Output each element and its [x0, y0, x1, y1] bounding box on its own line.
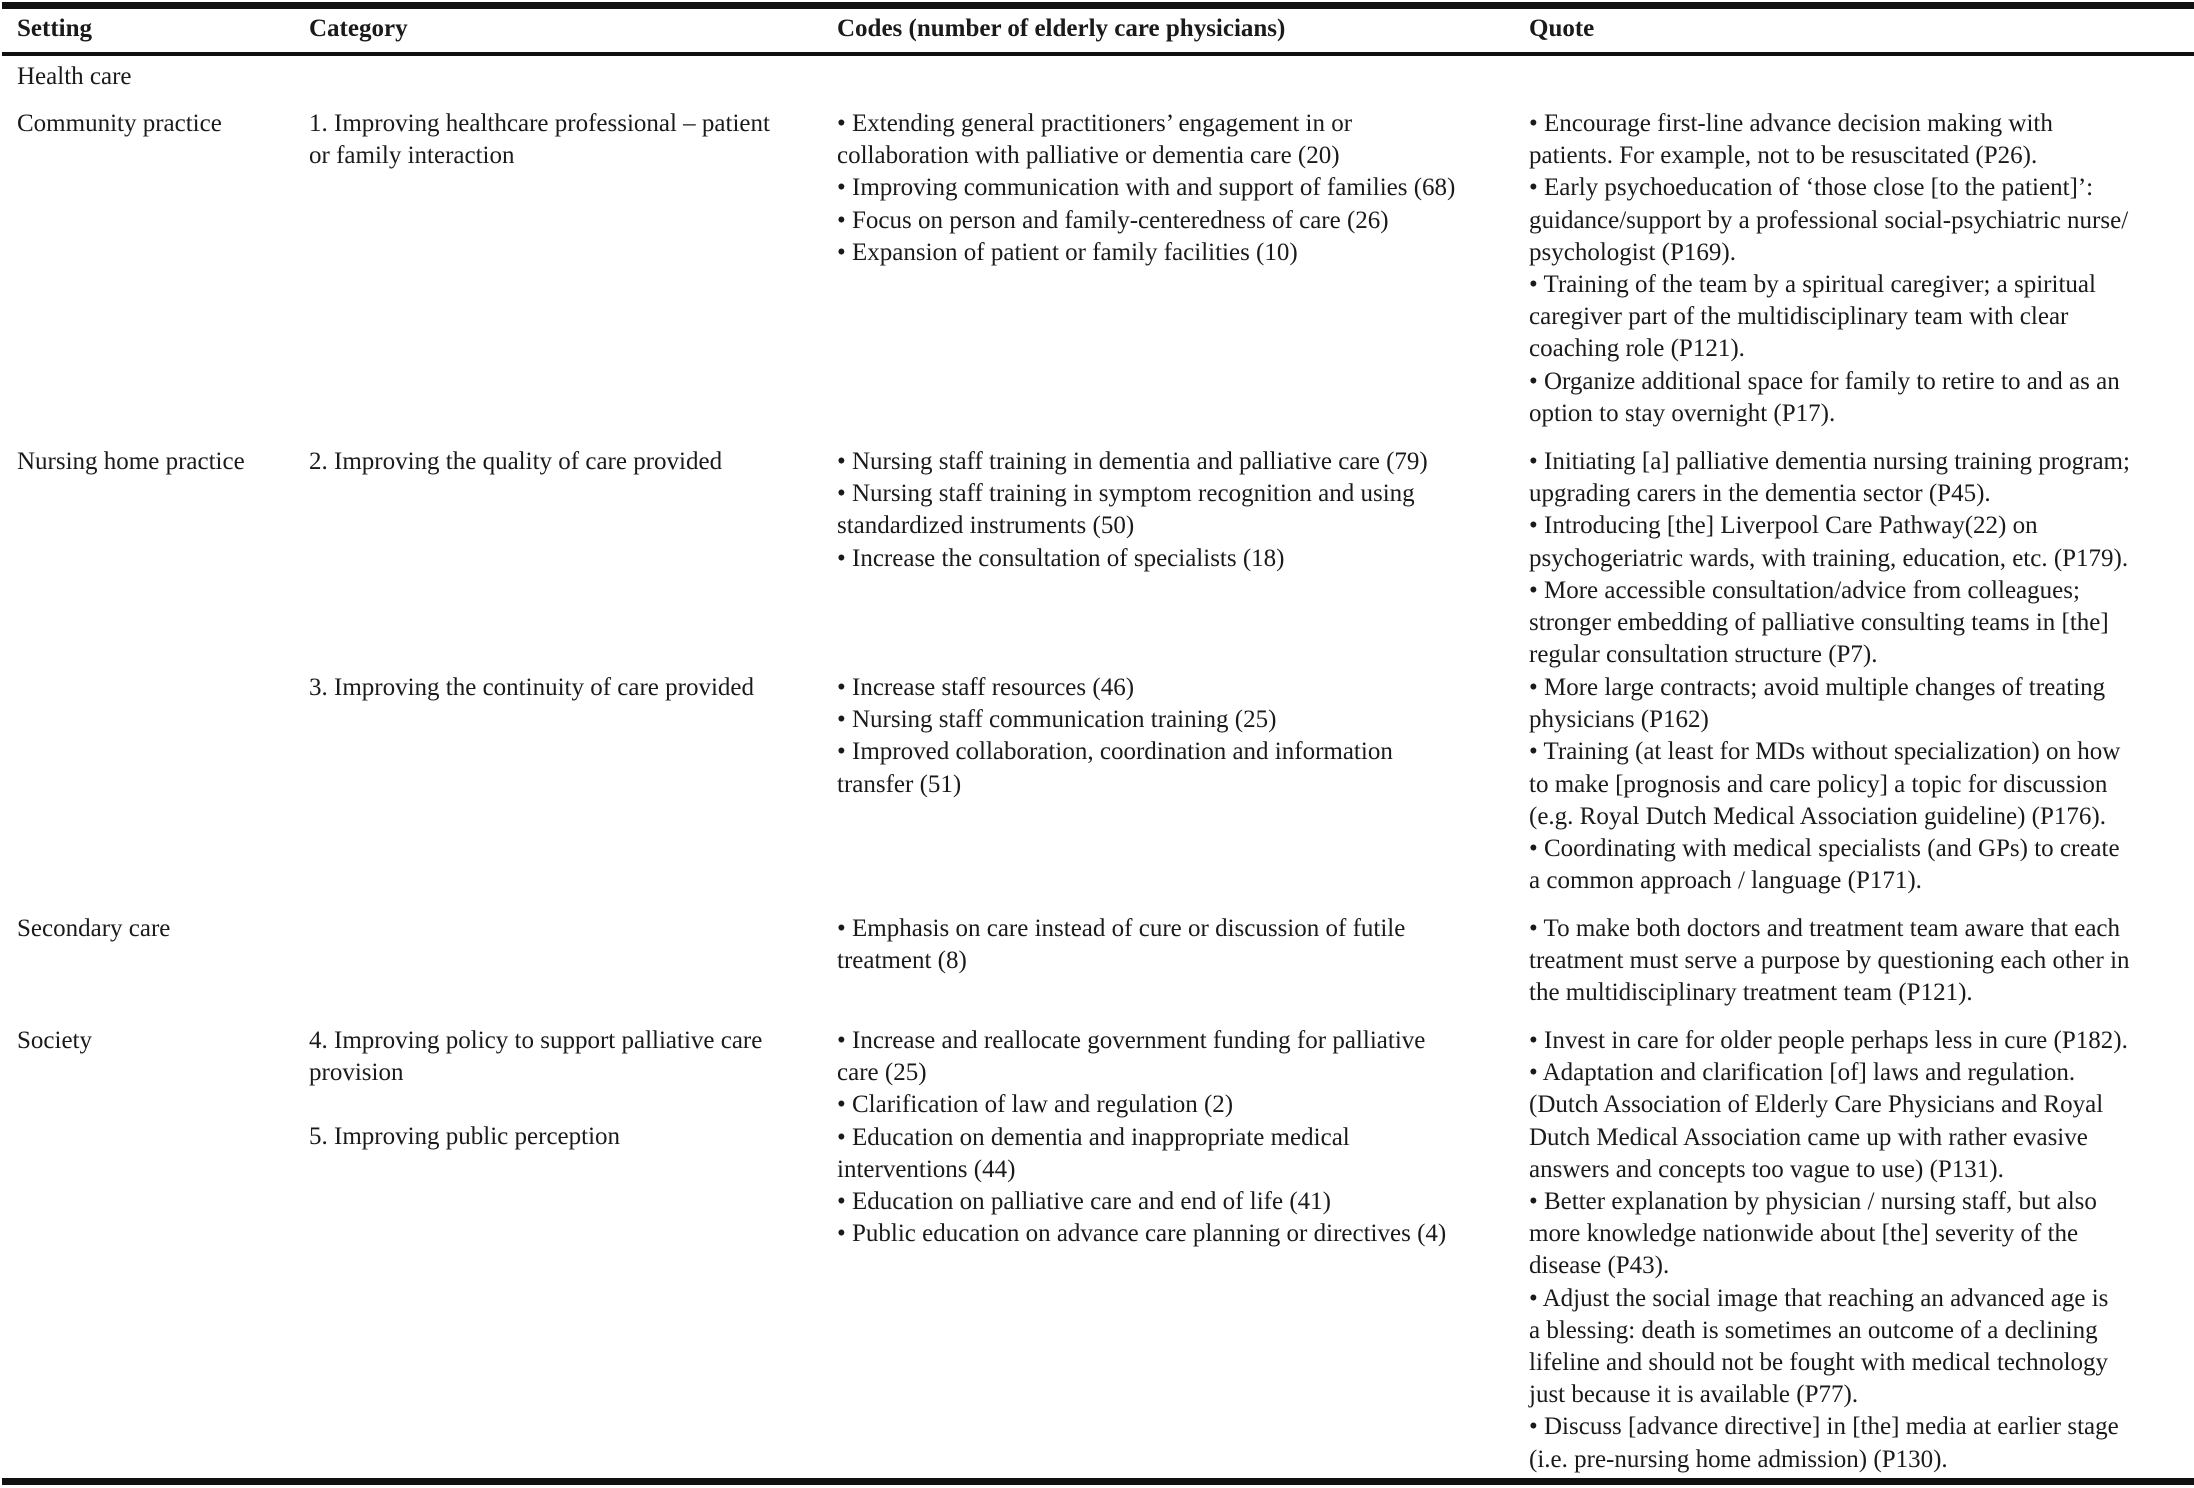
quote-line: psychologist (P169).: [1529, 238, 1736, 266]
codes-line: transfer (51): [837, 770, 962, 798]
header-setting: Setting: [17, 15, 92, 42]
codes-line: • Public education on advance care planning or directives (4): [837, 1220, 1447, 1248]
category-line: 1. Improving healthcare professional – patient: [309, 110, 770, 137]
quote-line: (Dutch Association of Elderly Care Physicians and Royal: [1529, 1091, 2104, 1119]
quote-line: • Training (at least for MDs without specialization) on how: [1529, 738, 2121, 766]
quote-line: • More accessible consultation/advice from colleagues;: [1529, 576, 2080, 604]
setting-secondary-care: Secondary care: [17, 915, 171, 942]
quote-cell: [1529, 1025, 2128, 1476]
codes-line: collaboration with palliative or dementia care (20): [837, 142, 1340, 170]
quote-line: • Coordinating with medical specialists (and GPs) to create: [1529, 835, 2120, 863]
quote-line: stronger embedding of palliative consulting teams in [the]: [1529, 609, 2109, 637]
codes-line: • Improving communication with and support of families (68): [837, 174, 1456, 202]
codes-line: interventions (44): [837, 1155, 1016, 1183]
quote-cell: [1529, 672, 2120, 897]
category-line: or family interaction: [309, 142, 515, 170]
codes-line: • Nursing staff training in symptom recognition and using: [837, 480, 1415, 508]
quote-line: option to stay overnight (P17).: [1529, 399, 1836, 427]
quote-line: coaching role (P121).: [1529, 335, 1745, 363]
quote-line: • Invest in care for older people perhaps less in cure (P182).: [1529, 1027, 2128, 1054]
category-line: 4. Improving policy to support palliative care: [309, 1027, 763, 1054]
quote-line: (i.e. pre-nursing home admission) (P130).: [1529, 1445, 1948, 1473]
codes-line: • Education on palliative care and end of life (41): [837, 1188, 1331, 1216]
quote-line: physicians (P162): [1529, 706, 1709, 734]
quote-line: psychogeriatric wards, with training, education, etc. (P179).: [1529, 544, 2129, 572]
quote-line: • Better explanation by physician / nursing staff, but also: [1529, 1188, 2097, 1216]
quote-line: • Discuss [advance directive] in [the] media at earlier stage: [1529, 1413, 2119, 1441]
quote-line: • Initiating [a] palliative dementia nursing training program;: [1529, 448, 2130, 475]
quote-line: guidance/support by a professional social-psychiatric nurse/: [1529, 206, 2129, 234]
codes-line: • Expansion of patient or family facilities (10): [837, 238, 1298, 266]
quote-line: regular consultation structure (P7).: [1529, 641, 1878, 669]
category-line: 2. Improving the quality of care provided: [309, 448, 723, 475]
setting-society: Society: [17, 1027, 92, 1054]
category-cell: [309, 672, 754, 704]
quote-line: upgrading carers in the dementia sector (P45).: [1529, 480, 1991, 508]
codes-line: • Clarification of law and regulation (2): [837, 1091, 1234, 1119]
quote-line: Dutch Medical Association came up with rather evasive: [1529, 1123, 2088, 1151]
codes-line: • Increase and reallocate government funding for palliative: [837, 1027, 1426, 1054]
quote-line: disease (P43).: [1529, 1252, 1670, 1280]
codes-cell: [837, 672, 1393, 801]
quote-line: treatment must serve a purpose by questioning each other in: [1529, 947, 2130, 975]
codes-line: treatment (8): [837, 947, 967, 975]
quote-line: • Training of the team by a spiritual caregiver; a spiritual: [1529, 271, 2096, 299]
codes-line: • Nursing staff communication training (25): [837, 706, 1277, 734]
setting-nursing-home-practice: Nursing home practice: [17, 448, 245, 475]
category-cell: [309, 1025, 762, 1089]
codes-line: standardized instruments (50): [837, 512, 1135, 540]
quote-line: to make [prognosis and care policy] a topic for discussion: [1529, 770, 2108, 798]
category-cell: [309, 108, 770, 172]
header-codes: Codes (number of elderly care physicians): [837, 15, 1286, 42]
quote-line: the multidisciplinary treatment team (P121).: [1529, 979, 1973, 1007]
codes-line: • Improved collaboration, coordination and information: [837, 738, 1393, 766]
codes-line: • Emphasis on care instead of cure or discussion of futile: [837, 915, 1406, 942]
header-rule: [2, 52, 2194, 56]
category-line: 3. Improving the continuity of care provided: [309, 674, 755, 701]
codes-cell: [837, 446, 1428, 575]
category-line: provision: [309, 1059, 404, 1087]
quote-line: lifeline and should not be fought with medical technology: [1529, 1349, 2109, 1377]
codes-line: care (25): [837, 1059, 927, 1087]
category-line: 5. Improving public perception: [309, 1123, 621, 1150]
codes-line: • Education on dementia and inappropriate medical: [837, 1123, 1350, 1151]
quote-line: a blessing: death is sometimes an outcome of a declining: [1529, 1316, 2098, 1344]
codes-line: • Nursing staff training in dementia and palliative care (79): [837, 448, 1428, 475]
table-bottom-rule: [2, 1478, 2194, 1485]
codes-line: • Focus on person and family-centeredness of care (26): [837, 206, 1389, 234]
quote-line: patients. For example, not to be resuscitated (P26).: [1529, 142, 2038, 170]
table-top-rule: [2, 2, 2194, 9]
quote-line: caregiver part of the multidisciplinary team with clear: [1529, 303, 2069, 331]
category-cell: [309, 446, 722, 478]
quote-cell: [1529, 446, 2130, 671]
codes-cell: [837, 1025, 1446, 1250]
quote-line: • Organize additional space for family to retire to and as an: [1529, 367, 2120, 395]
quote-line: more knowledge nationwide about [the] severity of the: [1529, 1220, 2079, 1248]
codes-cell: [837, 108, 1455, 269]
quote-line: • More large contracts; avoid multiple changes of treating: [1529, 674, 2106, 701]
quote-line: • Introducing [the] Liverpool Care Pathway(22) on: [1529, 512, 2038, 540]
codes-cell: [837, 913, 1405, 977]
quote-line: just because it is available (P77).: [1529, 1381, 1859, 1409]
quote-cell: [1529, 913, 2130, 1010]
quote-cell: [1529, 108, 2128, 430]
quote-line: answers and concepts too vague to use) (P131).: [1529, 1155, 2004, 1183]
category-cell: [309, 1121, 620, 1153]
quote-line: • Adaptation and clarification [of] laws and regulation.: [1529, 1059, 2076, 1087]
quote-line: • To make both doctors and treatment team aware that each: [1529, 915, 2121, 942]
header-category: Category: [309, 15, 408, 42]
quote-line: • Adjust the social image that reaching an advanced age is: [1529, 1284, 2109, 1312]
quote-line: a common approach / language (P171).: [1529, 867, 1922, 895]
header-quote: Quote: [1529, 15, 1595, 42]
quote-line: • Encourage first-line advance decision making with: [1529, 110, 2053, 137]
setting-community-practice: Community practice: [17, 110, 222, 137]
codes-line: • Increase staff resources (46): [837, 674, 1135, 701]
section-label-health-care: Health care: [17, 63, 132, 90]
codes-line: • Increase the consultation of specialists (18): [837, 544, 1285, 572]
quote-line: (e.g. Royal Dutch Medical Association guideline) (P176).: [1529, 802, 2106, 830]
quote-line: • Early psychoeducation of ‘those close [to the patient]’:: [1529, 174, 2094, 202]
codes-line: • Extending general practitioners’ engagement in or: [837, 110, 1353, 137]
